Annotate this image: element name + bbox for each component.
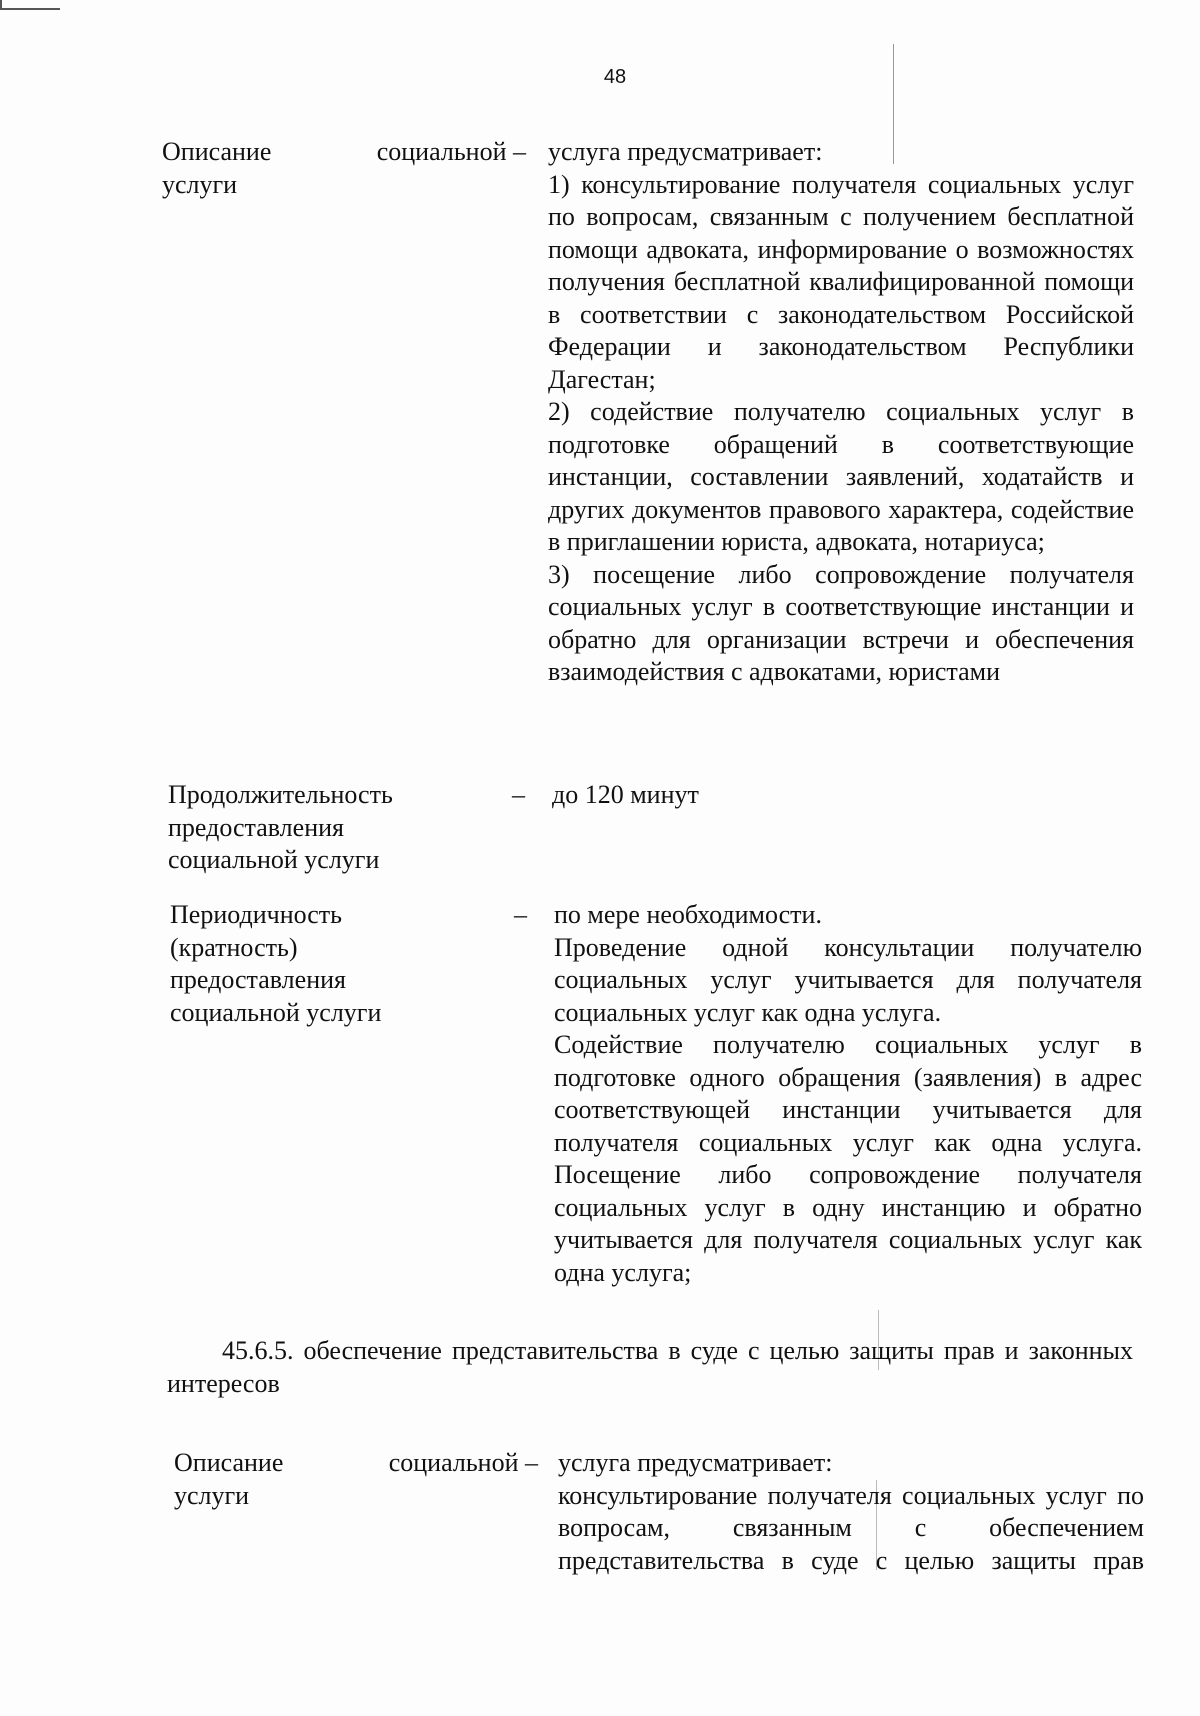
description-item-2: 2) содействие получателю социальных услуг в подготовке обращений в соответствующие инстанции, составлении заявлений, ходатайств и других документов правового характера, содействие в приглашении юриста, адвоката, нотариуса;	[548, 397, 1134, 556]
description2-label-word1: Описание	[174, 1448, 284, 1477]
duration-label-line: Продолжительность	[168, 780, 393, 809]
description-label-word2: социальной –	[376, 137, 526, 166]
frequency-label-line: (кратность)	[170, 932, 298, 962]
frequency-paragraph-3: Содействие получателю социальных услуг в подготовке одного обращения (заявления) в адрес соответствующей инстанции учитывается для получателя социальных услуг как одна услуга. Посещение либо сопровождение получателя социальных услуг в одну инстанцию и обратно учитывается для получателя социальных услуг как одна услуга;	[554, 1030, 1142, 1287]
duration-value: до 120 минут	[552, 780, 699, 809]
description2-label-word2: социальной –	[388, 1448, 538, 1477]
description-label-line1	[162, 136, 526, 169]
service-duration-entry	[0, 779, 1200, 889]
frequency-paragraph-1: по мере необходимости.	[554, 900, 822, 929]
description-label-line2: услуги	[162, 169, 238, 199]
duration-label-line: предоставления	[168, 812, 344, 842]
description-value	[548, 136, 1134, 689]
frequency-dash: –	[514, 900, 527, 929]
frequency-label-line: социальной услуги	[170, 997, 382, 1027]
scan-corner-mark	[0, 8, 60, 10]
frequency-label-line: предоставления	[170, 965, 346, 994]
description2-intro: услуга предусматривает:	[558, 1448, 833, 1477]
frequency-value	[554, 899, 1142, 1289]
service-description-entry-2	[0, 1447, 1200, 1597]
description-intro: услуга предусматривает:	[548, 137, 823, 166]
page-number: 48	[603, 66, 627, 88]
section-heading: 45.6.5. обеспечение представительства в суде с целью защиты прав и законных интересов	[167, 1336, 1133, 1398]
description2-text: консультирование получателя социальных услуг по вопросам, связанным с обеспечением представительства в суде с целью защиты прав	[558, 1480, 1144, 1575]
service-frequency-entry	[0, 899, 1200, 1289]
frequency-label	[170, 899, 381, 1029]
description-label-word1: Описание	[162, 137, 272, 166]
frequency-paragraph-2: Проведение одной консультации получателю социальных услуг учитывается для получателя социальных услуг как одна услуга.	[554, 932, 1142, 1027]
duration-dash: –	[512, 780, 525, 809]
description-item-3: 3) посещение либо сопровождение получателя социальных услуг в соответствующие инстанции и обратно для организации встречи и обеспечения взаимодействия с адвокатами, юристами	[548, 559, 1134, 686]
description2-label-line1	[174, 1447, 538, 1480]
duration-label-line: социальной услуги	[168, 845, 380, 874]
description2-value	[558, 1447, 1144, 1577]
description-item-1: 1) консультирование получателя социальных услуг по вопросам, связанным с получением бесплатной помощи адвоката, информирование о возможностях получения бесплатной квалифицированной помощи в соответствии с законодательством Российской Федерации и законодательством Республики Дагестан;	[548, 169, 1134, 394]
description2-label-line2: услуги	[174, 1480, 250, 1510]
frequency-label-line: Периодичность	[170, 900, 343, 929]
service-description-entry	[0, 136, 1200, 756]
scan-corner-mark-vertical	[0, 0, 2, 10]
duration-label	[168, 779, 393, 877]
